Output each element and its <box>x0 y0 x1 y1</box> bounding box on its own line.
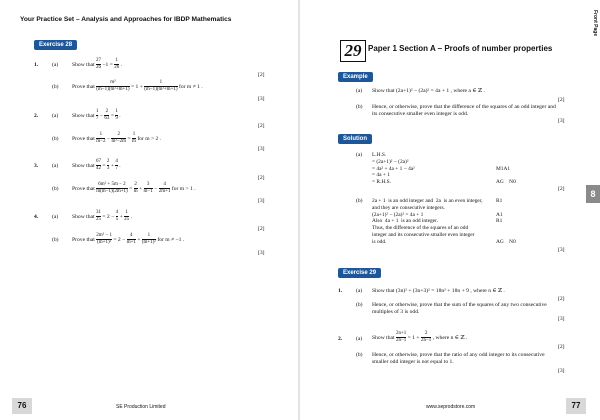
marks: [3] <box>558 368 565 374</box>
right-page <box>300 0 600 420</box>
marks: [2] <box>558 344 565 350</box>
q3b-statement: Prove that $\frac{\text{6m² + 5m − 2}}{m(m-1)(2m+1)}$ = $\frac{2}{m}$ + $\frac{3}{m-1}$ − $\frac{4}{2m+1}$ for m > 1 . <box>72 182 196 194</box>
question-number: 1. <box>338 288 343 294</box>
solution-b-working: 2a + 1 is an odd integer and 2a is an even integer, and they are consecutive integers. (2a+1)² − (2a)² = 4a + 1 Also 4a + 1 is an odd integer. Thus, the difference of the squares of an odd integer and its consecutive smaller even integer is odd. <box>372 198 483 245</box>
page-number: 76 <box>12 398 32 414</box>
ex29-q1a-text: Show that (3n)² + (3n+3)² = 18n² + 18n + 9 , where n ∈ ℤ . <box>372 288 505 294</box>
marks: [2] <box>558 186 565 192</box>
page-header: Your Practice Set – Analysis and Approaches for IBDP Mathematics <box>20 16 232 23</box>
q3a-statement: Show that $\frac{67}{42}$ = $\frac{2}{3}$ + $\frac{4}{7}$ . <box>72 159 121 171</box>
chapter-tab: 8 <box>586 185 600 203</box>
q2b-statement: Prove that $\frac{1}{m-2}$ − $\frac{2}{\text{m²−2m}}$ = $\frac{1}{m}$ for m > 2 . <box>72 132 162 144</box>
part-label: (a) <box>356 88 363 94</box>
example-a-text: Show that (2a+1)² − (2a)² = 4a + 1 , where a ∈ ℤ . <box>372 88 485 94</box>
chapter-title: Paper 1 Section A – Proofs of number properties <box>368 44 553 53</box>
marks: [2] <box>558 296 565 302</box>
example-b-line1: Hence, or otherwise, prove that the difference of the squares of an odd integer and <box>372 104 556 110</box>
exercise-29-label: Exercise 29 <box>338 268 381 278</box>
part-label: (a) <box>52 113 59 119</box>
q4a-statement: Show that $\frac{31}{25}$ = 2 − $\frac{4}{5}$ + $\frac{1}{25}$ . <box>72 210 132 222</box>
question-number: 3. <box>34 163 39 169</box>
part-label: (a) <box>52 214 59 220</box>
q2a-statement: Show that $\frac{1}{7}$ − $\frac{2}{63}$ = $\frac{1}{9}$ . <box>72 109 121 121</box>
solution-a-working: L.H.S. = (2a+1)² − (2a)² = 4a² + 4a + 1 − 4a² = 4a + 1 = R.H.S. <box>372 152 415 186</box>
footer: www.seprodstore.com <box>426 404 476 410</box>
marks: [2] <box>558 97 565 103</box>
front-page-label: Front Page <box>592 10 598 37</box>
ex29-q1b-line1: Hence, or otherwise, prove that the sum of the squares of any two consecutive <box>372 302 547 308</box>
part-label: (b) <box>356 104 363 110</box>
ex29-q1b-line2: multiples of 3 is odd. <box>372 309 420 315</box>
marks: [3] <box>258 96 265 102</box>
solution-label: Solution <box>338 134 372 144</box>
marks: [2] <box>258 72 265 78</box>
marks: [3] <box>558 247 565 253</box>
part-label: (b) <box>52 237 59 243</box>
part-label: (a) <box>356 336 363 342</box>
part-label: (a) <box>356 152 363 158</box>
question-number: 2. <box>34 113 39 119</box>
part-label: (b) <box>356 352 363 358</box>
q1b-statement: Prove that $\frac{\text{m²}}{\text{(m−1)(m²+m+1)}}$ = 1 + $\frac{1}{\text{(m−1)(m²+m+1)}}$ for m ≠ 1 . <box>72 80 203 92</box>
question-number: 2. <box>338 336 343 342</box>
part-label: (b) <box>52 84 59 90</box>
q1a-statement: Show that $\frac{27}{26}$ −1 = $\frac{1}{26}$ . <box>72 58 123 70</box>
part-label: (b) <box>356 198 363 204</box>
ex29-q2b-line1: Hence, or otherwise, prove that the ratio of any odd integer to its consecutive <box>372 352 545 358</box>
part-label: (b) <box>52 186 59 192</box>
part-label: (a) <box>52 62 59 68</box>
ex29-q2a-text: Show that $\frac{2n+1}{2n-1}$ = 1 + $\frac{2}{2n-1}$ , where n ∈ ℤ . <box>372 331 468 343</box>
marks: [3] <box>558 118 565 124</box>
question-number: 4. <box>34 214 39 220</box>
question-number: 1. <box>34 62 39 68</box>
marks: [2] <box>258 226 265 232</box>
q4b-statement: Prove that $\frac{\text{2m² − 1}}{\text{(m+1)²}}$ = 2 − $\frac{4}{m+1}$ + $\frac{1}{\text{(m+1)²}}$ for m ≠ −1 . <box>72 233 185 245</box>
marks: [3] <box>558 316 565 322</box>
part-label: (b) <box>52 136 59 142</box>
marks: [2] <box>258 123 265 129</box>
marks: [2] <box>258 175 265 181</box>
exercise-28-label: Exercise 28 <box>34 40 77 50</box>
part-label: (b) <box>356 302 363 308</box>
solution-b-marks: R1 A1 R1 AG N0 <box>496 198 516 245</box>
marks: [3] <box>258 146 265 152</box>
ex29-q2b-line2: smaller odd integer is not equal to 1. <box>372 359 454 365</box>
marks: [3] <box>258 198 265 204</box>
page-number: 77 <box>566 398 586 414</box>
example-b-line2: its consecutive smaller even integer is odd. <box>372 111 469 117</box>
chapter-number: 29 <box>340 40 366 62</box>
left-page <box>0 0 298 420</box>
part-label: (a) <box>356 288 363 294</box>
solution-a-marks: M1A1 AG N0 <box>496 165 516 186</box>
footer: SE Production Limited <box>116 404 166 410</box>
example-label: Example <box>338 72 373 82</box>
marks: [3] <box>258 250 265 256</box>
part-label: (a) <box>52 163 59 169</box>
